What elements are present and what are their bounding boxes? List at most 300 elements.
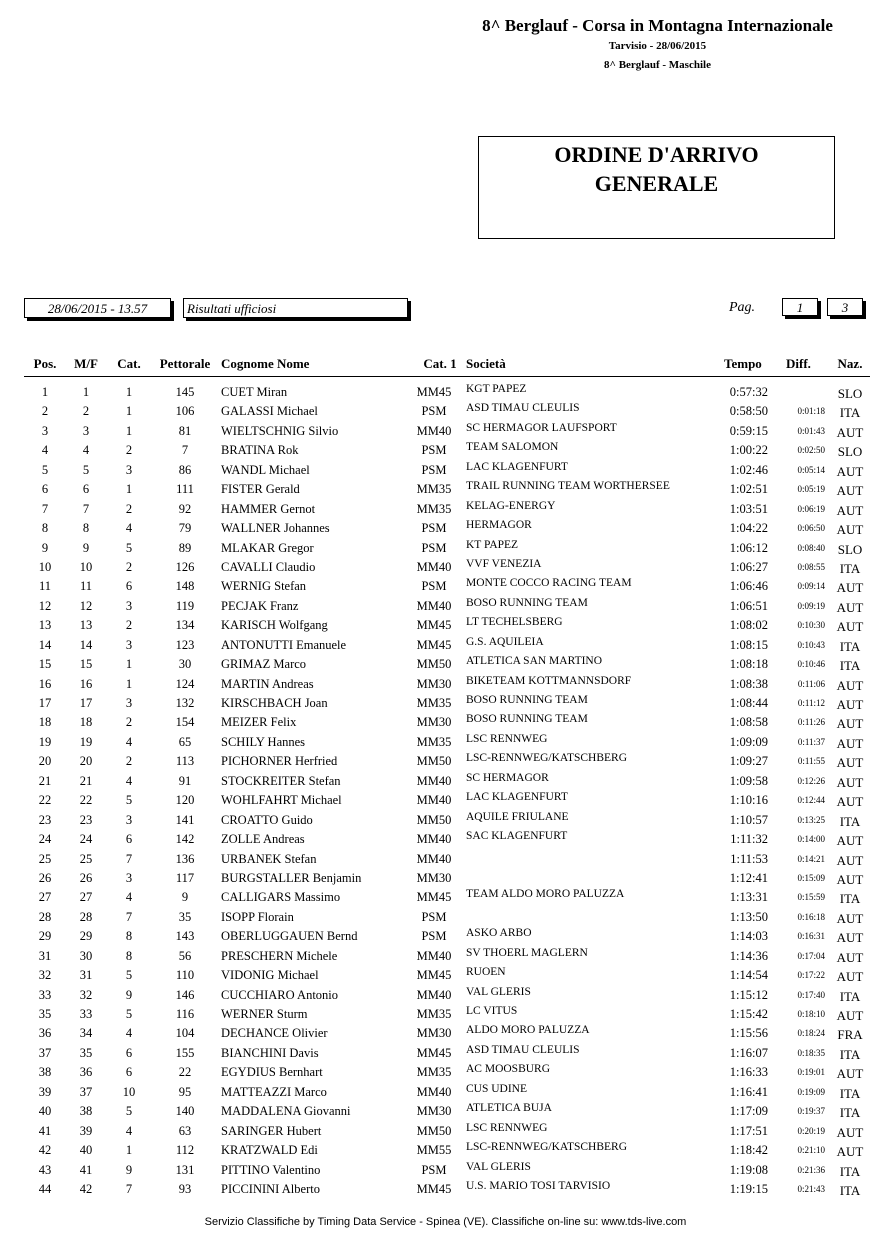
table-row xyxy=(0,909,891,928)
table-row xyxy=(0,734,891,753)
cell-naz: ITA xyxy=(839,405,861,421)
cell-naz: ITA xyxy=(839,1085,861,1101)
cell-mf: 9 xyxy=(82,540,90,555)
table-row xyxy=(0,423,891,442)
table-row xyxy=(0,442,891,461)
cell-cat1: MM30 xyxy=(416,1104,452,1119)
cell-naz: AUT xyxy=(836,969,864,985)
cell-diff: 0:12:44 xyxy=(797,795,825,806)
table-row xyxy=(0,676,891,695)
cell-naz: AUT xyxy=(836,852,864,868)
cell-naz: AUT xyxy=(836,619,864,635)
cell-societa: LT TECHELSBERG xyxy=(466,616,563,629)
table-row xyxy=(0,656,891,675)
cell-diff: 0:19:37 xyxy=(797,1106,825,1117)
cell-tempo: 1:19:15 xyxy=(729,1181,768,1196)
cell-cat: 4 xyxy=(125,734,133,749)
cell-tempo: 1:11:32 xyxy=(730,832,768,847)
cell-cat: 9 xyxy=(125,1162,133,1177)
cell-pos: 3 xyxy=(41,423,49,438)
cell-tempo: 1:15:12 xyxy=(729,987,768,1002)
cell-cat: 3 xyxy=(125,812,133,827)
cell-diff: 0:06:50 xyxy=(797,523,825,534)
col-header-pettorale: Pettorale xyxy=(159,356,211,371)
cell-pos: 11 xyxy=(38,579,52,594)
cell-diff: 0:21:36 xyxy=(797,1164,825,1175)
cell-cat1: MM35 xyxy=(416,696,452,710)
cell-cat: 1 xyxy=(125,404,133,419)
cell-cat: 7 xyxy=(125,909,133,924)
cell-naz: AUT xyxy=(836,735,864,751)
cell-mf: 1 xyxy=(82,385,90,399)
cell-pettorale: 140 xyxy=(175,1104,195,1119)
cell-cat: 2 xyxy=(125,501,133,516)
page-label: Pag. xyxy=(729,300,756,315)
cell-naz: SLO xyxy=(837,541,863,557)
cell-diff: 0:18:35 xyxy=(797,1047,825,1058)
cell-pos: 29 xyxy=(38,929,52,944)
col-header-diff: Diff. xyxy=(786,356,811,371)
cell-diff: 0:15:09 xyxy=(797,872,825,883)
cell-societa: BOSO RUNNING TEAM xyxy=(466,694,588,706)
table-row xyxy=(0,695,891,714)
cell-mf: 17 xyxy=(79,696,93,710)
cell-naz: FRA xyxy=(837,1027,863,1043)
cell-cat1: MM30 xyxy=(416,676,452,691)
cell-pettorale: 145 xyxy=(175,385,195,399)
cell-name: WOHLFAHRT Michael xyxy=(221,793,342,808)
cell-cat1: MM35 xyxy=(416,1007,452,1021)
cell-societa: ATLETICA BUJA xyxy=(466,1102,552,1115)
cell-cat1: MM40 xyxy=(416,793,452,808)
cell-pettorale: 131 xyxy=(175,1162,195,1177)
cell-pettorale: 124 xyxy=(175,676,195,691)
cell-pettorale: 148 xyxy=(175,579,195,594)
cell-diff: 0:11:26 xyxy=(797,717,825,728)
cell-naz: AUT xyxy=(836,1066,864,1082)
cell-cat: 2 xyxy=(125,715,133,730)
cell-cat: 3 xyxy=(125,870,133,885)
cell-cat: 1 xyxy=(125,676,133,691)
cell-pos: 37 xyxy=(38,1045,52,1060)
table-row xyxy=(0,773,891,792)
cell-pettorale: 116 xyxy=(175,1007,195,1021)
cell-name: WIELTSCHNIG Silvio xyxy=(221,423,339,438)
cell-cat1: MM40 xyxy=(416,598,452,613)
cell-naz: AUT xyxy=(836,794,864,810)
cell-name: WANDL Michael xyxy=(221,462,310,477)
cell-societa: SV THOERL MAGLERN xyxy=(466,946,588,959)
cell-mf: 25 xyxy=(79,851,93,866)
cell-name: MADDALENA Giovanni xyxy=(221,1104,351,1119)
cell-societa: TRAIL RUNNING TEAM WORTHERSEE xyxy=(466,480,670,493)
cell-name: HAMMER Gernot xyxy=(221,501,316,516)
col-header-name: Cognome Nome xyxy=(221,356,310,371)
cell-name: ZOLLE Andreas xyxy=(221,832,305,847)
table-row xyxy=(0,1123,891,1142)
table-row xyxy=(0,792,891,811)
cell-societa: KELAG-ENERGY xyxy=(466,499,556,512)
cell-tempo: 1:06:12 xyxy=(729,540,768,555)
table-row xyxy=(0,1064,891,1083)
table-row xyxy=(0,1025,891,1044)
cell-cat1: MM35 xyxy=(416,734,452,749)
cell-pos: 14 xyxy=(38,637,52,652)
cell-diff: 0:19:09 xyxy=(797,1086,825,1097)
cell-name: ANTONUTTI Emanuele xyxy=(221,637,347,652)
cell-diff: 0:10:43 xyxy=(797,639,825,650)
cell-cat1: PSM xyxy=(421,443,447,458)
cell-mf: 38 xyxy=(79,1104,93,1119)
cell-naz: ITA xyxy=(839,638,861,654)
cell-cat1: MM55 xyxy=(416,1143,452,1158)
cell-diff: 0:08:40 xyxy=(797,542,825,553)
cell-tempo: 1:14:36 xyxy=(729,948,768,963)
cell-pos: 32 xyxy=(38,968,52,983)
cell-mf: 31 xyxy=(79,968,93,983)
cell-name: MEIZER Felix xyxy=(221,715,297,730)
cell-pos: 19 xyxy=(38,734,52,749)
cell-mf: 19 xyxy=(79,734,93,749)
cell-tempo: 1:14:03 xyxy=(729,929,768,944)
cell-societa: KT PAPEZ xyxy=(466,538,519,551)
cell-naz: ITA xyxy=(839,1046,861,1062)
cell-name: CROATTO Guido xyxy=(221,812,313,827)
table-row xyxy=(0,1142,891,1161)
cell-tempo: 1:09:09 xyxy=(729,734,768,749)
cell-pettorale: 120 xyxy=(175,793,195,808)
table-row xyxy=(0,540,891,559)
cell-pettorale: 81 xyxy=(178,423,192,438)
cell-name: WALLNER Johannes xyxy=(221,521,330,536)
cell-name: SCHILY Hannes xyxy=(221,734,306,749)
cell-naz: ITA xyxy=(839,1163,861,1179)
cell-pettorale: 155 xyxy=(175,1045,195,1060)
results-title-line1: ORDINE D'ARRIVO xyxy=(554,142,759,167)
cell-cat1: MM40 xyxy=(416,773,452,788)
table-row xyxy=(0,1162,891,1181)
cell-cat1: MM40 xyxy=(416,987,452,1002)
cell-mf: 6 xyxy=(82,482,90,497)
cell-naz: ITA xyxy=(839,813,861,829)
cell-cat: 1 xyxy=(125,657,133,672)
cell-name: STOCKREITER Stefan xyxy=(221,773,341,788)
cell-naz: AUT xyxy=(836,599,864,615)
cell-cat: 6 xyxy=(125,832,133,847)
cell-cat: 5 xyxy=(125,968,133,983)
cell-tempo: 1:10:57 xyxy=(729,812,768,827)
cell-diff: 0:13:25 xyxy=(797,814,825,825)
table-row xyxy=(0,637,891,656)
col-header-naz: Naz. xyxy=(837,356,863,371)
table-row xyxy=(0,384,891,403)
cell-naz: AUT xyxy=(836,910,864,926)
table-row xyxy=(0,1084,891,1103)
table-row xyxy=(0,598,891,617)
results-table xyxy=(0,384,891,1200)
cell-pos: 15 xyxy=(38,657,52,672)
cell-pos: 26 xyxy=(38,870,52,885)
cell-cat: 1 xyxy=(125,385,133,399)
cell-naz: AUT xyxy=(836,930,864,946)
cell-pos: 21 xyxy=(38,773,52,788)
cell-societa: U.S. MARIO TOSI TARVISIO xyxy=(466,1179,611,1192)
cell-pettorale: 112 xyxy=(175,1143,195,1158)
table-header xyxy=(0,356,891,374)
cell-tempo: 1:08:18 xyxy=(729,657,768,672)
cell-name: DECHANCE Olivier xyxy=(221,1026,328,1041)
table-row xyxy=(0,617,891,636)
cell-cat: 4 xyxy=(125,1123,133,1138)
cell-tempo: 1:12:41 xyxy=(729,870,768,885)
table-row xyxy=(0,870,891,889)
cell-mf: 20 xyxy=(79,754,93,769)
cell-pos: 25 xyxy=(38,851,52,866)
cell-naz: AUT xyxy=(836,502,864,518)
cell-name: VIDONIG Michael xyxy=(221,968,319,983)
header-divider xyxy=(24,376,870,377)
cell-pettorale: 95 xyxy=(178,1084,192,1099)
cell-cat1: MM45 xyxy=(416,1181,452,1196)
cell-name: KIRSCHBACH Joan xyxy=(221,696,328,710)
cell-name: CAVALLI Claudio xyxy=(221,559,316,574)
cell-name: MLAKAR Gregor xyxy=(221,540,314,555)
cell-diff: 0:10:46 xyxy=(797,659,825,670)
cell-pos: 41 xyxy=(38,1123,52,1138)
print-datetime: 28/06/2015 - 13.57 xyxy=(24,298,171,318)
cell-tempo: 1:02:51 xyxy=(729,482,768,497)
table-row xyxy=(0,1103,891,1122)
cell-name: EGYDIUS Bernhart xyxy=(221,1065,323,1080)
cell-pos: 43 xyxy=(38,1162,52,1177)
cell-cat: 3 xyxy=(125,462,133,477)
cell-naz: ITA xyxy=(839,891,861,907)
cell-pettorale: 146 xyxy=(175,987,195,1002)
table-row xyxy=(0,831,891,850)
table-row xyxy=(0,889,891,908)
cell-cat1: PSM xyxy=(421,909,447,924)
cell-societa: LSC RENNWEG xyxy=(466,732,548,745)
col-header-mf: M/F xyxy=(74,356,98,371)
cell-societa: AQUILE FRIULANE xyxy=(466,810,569,823)
cell-tempo: 1:16:41 xyxy=(729,1084,768,1099)
cell-societa: ATLETICA SAN MARTINO xyxy=(466,655,603,668)
cell-pos: 22 xyxy=(38,793,52,808)
cell-cat: 3 xyxy=(125,598,133,613)
cell-societa: BIKETEAM KOTTMANNSDORF xyxy=(466,674,632,687)
cell-pos: 17 xyxy=(38,696,52,710)
cell-naz: AUT xyxy=(836,463,864,479)
cell-cat1: MM50 xyxy=(416,657,452,672)
cell-diff: 0:10:30 xyxy=(797,620,825,631)
cell-name: BIANCHINI Davis xyxy=(221,1045,319,1060)
cell-cat: 1 xyxy=(125,423,133,438)
col-header-pos: Pos. xyxy=(33,356,57,371)
table-row xyxy=(0,559,891,578)
cell-pettorale: 56 xyxy=(178,948,192,963)
cell-pos: 18 xyxy=(38,715,52,730)
cell-tempo: 1:17:09 xyxy=(729,1104,768,1119)
table-row xyxy=(0,812,891,831)
cell-name: BURGSTALLER Benjamin xyxy=(221,870,362,885)
table-row xyxy=(0,948,891,967)
cell-naz: AUT xyxy=(836,755,864,771)
cell-naz: AUT xyxy=(836,716,864,732)
cell-cat: 6 xyxy=(125,1065,133,1080)
col-header-cat: Cat. xyxy=(117,356,141,371)
table-row xyxy=(0,851,891,870)
cell-mf: 12 xyxy=(79,598,93,613)
cell-diff: 0:05:19 xyxy=(797,484,825,495)
cell-cat: 1 xyxy=(125,482,133,497)
cell-name: PICCININI Alberto xyxy=(221,1181,320,1196)
cell-pettorale: 132 xyxy=(175,696,195,710)
race-name: 8^ Berglauf - Maschile xyxy=(604,59,711,71)
cell-pos: 9 xyxy=(41,540,49,555)
cell-societa: RUOEN xyxy=(466,966,506,979)
cell-cat: 4 xyxy=(125,890,133,905)
cell-cat: 4 xyxy=(125,1026,133,1041)
cell-mf: 11 xyxy=(79,579,93,594)
cell-tempo: 1:08:02 xyxy=(729,618,768,633)
cell-tempo: 0:58:50 xyxy=(729,404,768,419)
cell-societa: TEAM ALDO MORO PALUZZA xyxy=(466,888,625,901)
cell-name: PRESCHERN Michele xyxy=(221,948,338,963)
cell-naz: AUT xyxy=(836,833,864,849)
cell-pos: 5 xyxy=(41,462,49,477)
cell-name: BRATINA Rok xyxy=(221,443,299,458)
cell-name: CALLIGARS Massimo xyxy=(221,890,341,905)
cell-cat: 7 xyxy=(125,851,133,866)
cell-pettorale: 89 xyxy=(178,540,192,555)
cell-cat1: PSM xyxy=(421,1162,447,1177)
cell-pos: 31 xyxy=(38,948,52,963)
table-row xyxy=(0,714,891,733)
cell-cat: 5 xyxy=(125,793,133,808)
cell-societa: LSC RENNWEG xyxy=(466,1121,548,1134)
cell-cat: 5 xyxy=(125,1007,133,1021)
cell-diff: 0:11:06 xyxy=(797,678,825,689)
table-row xyxy=(0,1045,891,1064)
cell-pettorale: 123 xyxy=(175,637,195,652)
cell-mf: 34 xyxy=(79,1026,93,1041)
cell-pos: 23 xyxy=(38,812,52,827)
cell-pettorale: 126 xyxy=(175,559,195,574)
cell-naz: AUT xyxy=(836,774,864,790)
table-row xyxy=(0,520,891,539)
cell-cat1: MM35 xyxy=(416,482,452,497)
cell-name: GRIMAZ Marco xyxy=(221,657,307,672)
cell-cat: 6 xyxy=(125,579,133,594)
cell-pos: 16 xyxy=(38,676,52,691)
cell-name: GALASSI Michael xyxy=(221,404,318,419)
cell-societa: LSC-RENNWEG/KATSCHBERG xyxy=(466,752,628,765)
cell-tempo: 1:15:42 xyxy=(729,1007,768,1021)
table-row xyxy=(0,481,891,500)
cell-naz: AUT xyxy=(836,1124,864,1140)
table-row xyxy=(0,501,891,520)
cell-pos: 8 xyxy=(41,521,49,536)
cell-name: PECJAK Franz xyxy=(221,598,299,613)
cell-diff: 0:02:50 xyxy=(797,445,825,456)
cell-societa: BOSO RUNNING TEAM xyxy=(466,596,588,609)
cell-name: PICHORNER Herfried xyxy=(221,754,338,769)
cell-mf: 32 xyxy=(79,987,93,1002)
cell-pos: 1 xyxy=(41,385,49,399)
cell-naz: AUT xyxy=(836,522,864,538)
cell-societa: HERMAGOR xyxy=(466,519,532,532)
cell-diff: 0:01:18 xyxy=(797,406,825,417)
cell-societa: SAC KLAGENFURT xyxy=(466,830,568,843)
cell-pettorale: 119 xyxy=(175,598,195,613)
cell-pos: 7 xyxy=(41,501,49,516)
cell-name: CUET Miran xyxy=(221,385,288,399)
cell-cat: 2 xyxy=(125,443,133,458)
cell-mf: 22 xyxy=(79,793,93,808)
cell-diff: 0:11:12 xyxy=(797,698,825,708)
cell-societa: LC VITUS xyxy=(466,1005,518,1017)
cell-naz: AUT xyxy=(836,1008,864,1023)
cell-cat: 3 xyxy=(125,696,133,710)
cell-pettorale: 22 xyxy=(178,1065,192,1080)
cell-name: PITTINO Valentino xyxy=(221,1162,321,1177)
cell-societa: VAL GLERIS xyxy=(466,1160,531,1173)
cell-diff: 0:17:22 xyxy=(797,970,825,981)
cell-cat: 4 xyxy=(125,773,133,788)
cell-naz: AUT xyxy=(836,580,864,596)
cell-diff: 0:01:43 xyxy=(797,425,825,436)
table-row xyxy=(0,1181,891,1200)
cell-tempo: 1:08:58 xyxy=(729,715,768,730)
cell-mf: 16 xyxy=(79,676,93,691)
cell-cat: 9 xyxy=(125,987,133,1002)
cell-pos: 4 xyxy=(41,443,49,458)
cell-tempo: 1:17:51 xyxy=(729,1123,768,1138)
cell-societa: G.S. AQUILEIA xyxy=(466,635,544,648)
cell-cat1: MM50 xyxy=(416,1123,452,1138)
cell-cat1: MM50 xyxy=(416,812,452,827)
event-location-date: Tarvisio - 28/06/2015 xyxy=(608,40,707,52)
cell-cat1: MM45 xyxy=(416,637,452,652)
cell-diff: 0:16:18 xyxy=(797,911,825,922)
cell-cat1: PSM xyxy=(421,521,447,536)
cell-societa: SC HERMAGOR LAUFSPORT xyxy=(466,421,617,434)
cell-mf: 18 xyxy=(79,715,93,730)
cell-diff: 0:11:37 xyxy=(797,736,825,747)
cell-mf: 39 xyxy=(79,1123,93,1138)
cell-pettorale: 110 xyxy=(175,968,195,983)
cell-societa: KGT PAPEZ xyxy=(466,383,527,395)
cell-mf: 2 xyxy=(82,404,90,419)
table-row xyxy=(0,967,891,986)
event-title: 8^ Berglauf - Corsa in Montagna Internazionale xyxy=(482,16,833,35)
cell-mf: 28 xyxy=(79,909,93,924)
cell-tempo: 1:16:07 xyxy=(729,1045,768,1060)
cell-cat1: MM30 xyxy=(416,715,452,730)
cell-cat: 4 xyxy=(125,521,133,536)
cell-naz: AUT xyxy=(836,871,864,887)
cell-pettorale: 91 xyxy=(178,773,192,788)
cell-mf: 35 xyxy=(79,1045,93,1060)
cell-name: FISTER Gerald xyxy=(221,482,300,497)
cell-cat1: PSM xyxy=(421,929,447,944)
cell-pos: 40 xyxy=(38,1104,52,1119)
cell-pettorale: 86 xyxy=(178,462,192,477)
cell-cat: 7 xyxy=(125,1181,133,1196)
cell-tempo: 1:08:44 xyxy=(729,696,768,710)
cell-naz: ITA xyxy=(839,560,861,576)
cell-societa: VVF VENEZIA xyxy=(466,557,542,570)
